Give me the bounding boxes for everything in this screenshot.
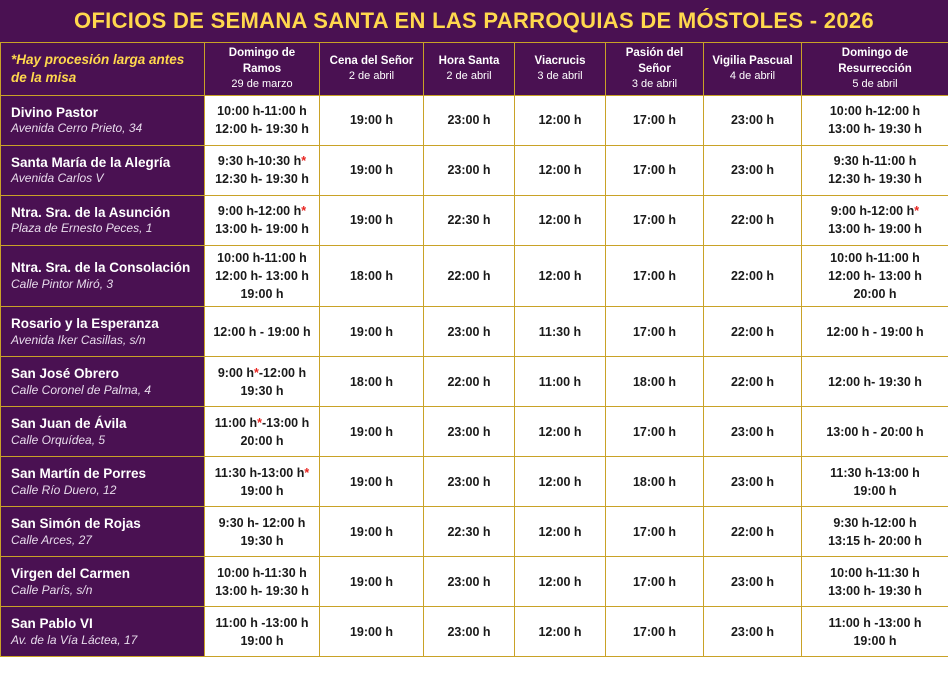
procession-asterisk: * <box>301 204 307 219</box>
time-cell <box>515 607 606 657</box>
time-cell <box>802 245 948 306</box>
parish-cell <box>1 145 205 195</box>
time-cell <box>205 245 320 306</box>
time-line: 13:00 h- 19:00 h <box>215 222 309 237</box>
parish-name: Divino Pastor <box>11 104 99 120</box>
time-line: 19:30 h <box>240 383 284 398</box>
time-line: 22:00 h <box>730 269 775 283</box>
time-line: 12:00 h <box>538 113 582 128</box>
parish-address: Calle Orquídea, 5 <box>11 432 106 447</box>
time-cell <box>704 145 802 195</box>
parish-name: Rosario y la Esperanza <box>11 316 159 332</box>
time-cell <box>606 195 704 245</box>
column-day-4: Pasión del Señor <box>625 47 684 75</box>
time-line: 17:00 h <box>632 213 677 228</box>
parish-cell <box>1 507 205 557</box>
time-line: 18:00 h <box>632 374 677 389</box>
time-line: 19:00 h <box>349 624 394 639</box>
time-line: 13:15 h- 20:00 h <box>828 533 922 548</box>
time-cell <box>515 357 606 407</box>
time-line: 12:00 h- 19:30 h <box>215 122 309 137</box>
time-line: 13:00 h - 20:00 h <box>826 424 924 439</box>
time-cell <box>320 95 424 145</box>
time-cell <box>424 95 515 145</box>
time-cell <box>704 457 802 507</box>
table-row <box>1 145 948 195</box>
parish-cell <box>1 307 205 357</box>
parish-name: San Simón de Rojas <box>11 516 141 532</box>
time-cell <box>802 195 948 245</box>
time-line: 12:00 h <box>538 624 582 639</box>
time-cell <box>515 557 606 607</box>
table-row <box>1 407 948 457</box>
time-line: 22:00 h <box>730 213 775 228</box>
time-line: 12:30 h- 19:30 h <box>215 172 309 187</box>
time-cell <box>515 245 606 306</box>
time-cell <box>606 407 704 457</box>
column-date-2: 2 de abril <box>446 70 492 83</box>
time-cell <box>515 457 606 507</box>
time-line: 12:00 h- 13:00 h <box>828 269 922 283</box>
time-line: 9:30 h-10:30 h* <box>217 154 307 169</box>
time-line: 23:00 h <box>447 163 491 178</box>
time-line: 19:00 h <box>349 163 394 178</box>
parish-cell <box>1 195 205 245</box>
time-cell <box>424 457 515 507</box>
time-cell <box>606 245 704 306</box>
time-line: 20:00 h <box>853 287 897 302</box>
time-line: 19:00 h <box>349 324 394 339</box>
parish-cell <box>1 607 205 657</box>
time-cell <box>205 307 320 357</box>
procession-asterisk: * <box>257 415 262 430</box>
time-cell <box>802 607 948 657</box>
time-cell <box>205 607 320 657</box>
time-line: 11:00 h <box>538 374 582 389</box>
time-cell <box>424 507 515 557</box>
parish-address: Calle Pintor Miró, 3 <box>11 277 114 292</box>
time-line: 23:00 h <box>730 113 775 128</box>
time-line: 18:00 h <box>349 374 394 389</box>
time-line: 23:00 h <box>447 324 491 339</box>
time-line: 22:00 h <box>730 374 775 389</box>
time-line: 12:00 h <box>538 269 582 283</box>
time-line: 10:00 h-11:00 h <box>217 250 307 265</box>
time-line: 12:30 h- 19:30 h <box>828 172 922 187</box>
time-cell <box>606 457 704 507</box>
time-line: 19:00 h <box>240 287 284 302</box>
time-line: 17:00 h <box>632 324 677 339</box>
time-line: 20:00 h <box>240 433 284 448</box>
time-cell <box>606 95 704 145</box>
table-body <box>1 95 948 656</box>
time-line: 11:30 h <box>538 324 582 339</box>
time-line: 17:00 h <box>632 624 677 639</box>
time-line: 17:00 h <box>632 424 677 439</box>
time-line: 23:00 h <box>730 574 775 589</box>
time-line: 13:00 h- 19:30 h <box>828 122 922 137</box>
parish-address: Calle Arces, 27 <box>11 532 92 547</box>
time-line: 17:00 h <box>632 113 677 128</box>
time-line: 10:00 h-11:30 h <box>830 565 920 580</box>
time-cell <box>424 145 515 195</box>
time-line: 12:00 h- 19:30 h <box>828 374 922 389</box>
time-cell <box>515 507 606 557</box>
time-cell <box>205 457 320 507</box>
column-date-4: 3 de abril <box>631 78 678 91</box>
parish-address: Avenida Iker Casillas, s/n <box>11 332 146 347</box>
parish-cell <box>1 95 205 145</box>
time-cell <box>320 607 424 657</box>
parish-address: Plaza de Ernesto Peces, 1 <box>11 221 153 236</box>
time-line: 12:00 h <box>538 574 582 589</box>
time-cell <box>424 357 515 407</box>
time-line: 23:00 h <box>730 624 775 639</box>
time-line: 19:30 h <box>240 533 284 548</box>
time-cell <box>320 245 424 306</box>
time-cell <box>802 507 948 557</box>
parish-name: Virgen del Carmen <box>11 566 131 582</box>
time-cell <box>704 407 802 457</box>
column-day-0: Domingo de Ramos <box>228 47 296 75</box>
column-header-6 <box>802 43 948 96</box>
time-line: 12:00 h <box>538 474 582 489</box>
time-cell <box>606 357 704 407</box>
time-line: 23:00 h <box>447 574 491 589</box>
table-row <box>1 307 948 357</box>
time-line: 23:00 h <box>447 474 491 489</box>
parish-cell <box>1 357 205 407</box>
parish-cell <box>1 457 205 507</box>
parish-name: San Juan de Ávila <box>11 416 127 432</box>
time-cell <box>704 507 802 557</box>
time-line: 17:00 h <box>632 524 677 539</box>
parish-address: Avenida Cerro Prieto, 34 <box>11 121 143 136</box>
time-cell <box>205 95 320 145</box>
parish-name: Santa María de la Alegría <box>11 154 171 170</box>
column-header-5 <box>704 43 802 96</box>
time-cell <box>205 195 320 245</box>
table-row <box>1 95 948 145</box>
time-line: 9:00 h-12:00 h* <box>830 204 920 219</box>
time-line: 23:00 h <box>730 474 775 489</box>
time-line: 19:00 h <box>349 424 394 439</box>
time-line: 18:00 h <box>632 474 677 489</box>
time-line: 12:00 h <box>538 424 582 439</box>
parish-name: San José Obrero <box>11 366 120 382</box>
time-line: 22:00 h <box>730 324 775 339</box>
time-cell <box>704 95 802 145</box>
column-date-1: 2 de abril <box>348 70 395 83</box>
time-line: 19:00 h <box>853 633 897 648</box>
time-line: 11:00 h -13:00 h <box>215 615 309 630</box>
column-day-6: Domingo de Resurrección <box>838 47 912 75</box>
holy-week-schedule-table <box>0 42 948 657</box>
time-line: 12:00 h <box>538 524 582 539</box>
parish-address: Calle París, s/n <box>11 582 93 597</box>
time-cell <box>320 195 424 245</box>
column-header-3 <box>515 43 606 96</box>
parish-address: Av. de la Vía Láctea, 17 <box>11 632 138 647</box>
time-line: 22:30 h <box>447 524 491 539</box>
time-line: 13:00 h- 19:30 h <box>215 583 309 598</box>
parish-cell <box>1 407 205 457</box>
time-line: 19:00 h <box>349 524 394 539</box>
time-line: 13:00 h- 19:00 h <box>828 222 922 237</box>
time-line: 23:00 h <box>730 163 775 178</box>
time-cell <box>704 245 802 306</box>
time-line: 17:00 h <box>632 269 677 283</box>
header-row <box>1 43 948 96</box>
time-line: 22:30 h <box>447 213 491 228</box>
column-header-0 <box>205 43 320 96</box>
page-title: OFICIOS DE SEMANA SANTA EN LAS PARROQUIAS DE MÓSTOLES - 2026 <box>74 8 874 33</box>
time-cell <box>320 145 424 195</box>
time-cell <box>424 607 515 657</box>
time-cell <box>205 145 320 195</box>
time-cell <box>205 507 320 557</box>
time-line: 11:30 h-13:00 h <box>830 465 920 480</box>
time-cell <box>515 407 606 457</box>
table-row <box>1 607 948 657</box>
time-line: 10:00 h-11:00 h <box>217 104 307 119</box>
parish-name: Ntra. Sra. de la Asunción <box>11 204 171 220</box>
column-day-2: Hora Santa <box>438 54 500 67</box>
time-cell <box>704 195 802 245</box>
time-line: 19:00 h <box>349 474 394 489</box>
time-cell <box>424 407 515 457</box>
parish-address: Calle Coronel de Palma, 4 <box>11 382 152 397</box>
time-line: 22:00 h <box>447 374 491 389</box>
time-line: 19:00 h <box>240 483 284 498</box>
time-cell <box>704 357 802 407</box>
time-line: 17:00 h <box>632 163 677 178</box>
time-line: 23:00 h <box>447 624 491 639</box>
table-header <box>1 43 948 96</box>
time-line: 19:00 h <box>349 113 394 128</box>
time-line: 22:00 h <box>730 524 775 539</box>
time-cell <box>802 557 948 607</box>
parish-cell <box>1 557 205 607</box>
time-line: 19:00 h <box>240 633 284 648</box>
time-line: 11:30 h-13:00 h* <box>214 465 310 480</box>
time-cell <box>704 307 802 357</box>
time-cell <box>515 145 606 195</box>
time-cell <box>205 557 320 607</box>
time-line: 9:00 h*-12:00 h <box>217 365 307 380</box>
procession-asterisk: * <box>304 465 310 480</box>
time-cell <box>606 307 704 357</box>
time-cell <box>802 407 948 457</box>
column-header-1 <box>320 43 424 96</box>
column-day-5: Vigilia Pascual <box>712 54 793 67</box>
time-line: 18:00 h <box>349 269 394 283</box>
time-line: 12:00 h <box>538 213 582 228</box>
procession-asterisk: * <box>301 154 307 169</box>
time-cell <box>802 95 948 145</box>
time-cell <box>515 95 606 145</box>
time-cell <box>802 307 948 357</box>
parish-address: Avenida Carlos V <box>11 171 104 186</box>
time-line: 10:00 h-11:30 h <box>217 565 307 580</box>
time-cell <box>424 557 515 607</box>
time-line: 12:00 h - 19:00 h <box>213 324 311 339</box>
time-cell <box>320 507 424 557</box>
column-day-1: Cena del Señor <box>329 54 414 67</box>
table-row <box>1 457 948 507</box>
time-line: 19:00 h <box>349 574 394 589</box>
time-line: 10:00 h-11:00 h <box>830 250 920 265</box>
column-day-3: Viacrucis <box>534 54 586 67</box>
time-cell <box>704 607 802 657</box>
column-header-2 <box>424 43 515 96</box>
column-header-4 <box>606 43 704 96</box>
time-cell <box>320 357 424 407</box>
time-cell <box>606 557 704 607</box>
procession-note: *Hay procesión larga antes de la misa <box>1 43 205 96</box>
time-line: 11:00 h -13:00 h <box>828 615 922 630</box>
time-cell <box>320 407 424 457</box>
time-line: 11:00 h*-13:00 h <box>214 415 310 430</box>
table-row <box>1 507 948 557</box>
time-cell <box>515 307 606 357</box>
time-cell <box>205 357 320 407</box>
parish-name: San Pablo VI <box>11 616 93 632</box>
time-cell <box>320 457 424 507</box>
time-cell <box>320 307 424 357</box>
time-cell <box>802 357 948 407</box>
column-date-6: 5 de abril <box>852 78 898 91</box>
time-line: 12:00 h- 13:00 h <box>215 269 309 283</box>
time-line: 17:00 h <box>632 574 677 589</box>
time-line: 9:30 h-12:00 h <box>833 515 917 530</box>
time-cell <box>424 307 515 357</box>
time-line: 23:00 h <box>730 424 775 439</box>
time-cell <box>424 195 515 245</box>
column-date-0: 29 de marzo <box>231 78 293 91</box>
time-cell <box>606 145 704 195</box>
time-line: 9:30 h- 12:00 h <box>218 515 306 530</box>
table-row <box>1 245 948 306</box>
parish-name: Ntra. Sra. de la Consolación <box>11 260 191 276</box>
time-line: 19:00 h <box>349 213 394 228</box>
time-cell <box>606 507 704 557</box>
time-cell <box>424 245 515 306</box>
table-row <box>1 557 948 607</box>
column-date-3: 3 de abril <box>537 70 583 83</box>
procession-asterisk: * <box>254 365 259 380</box>
time-line: 23:00 h <box>447 113 491 128</box>
time-line: 10:00 h-12:00 h <box>829 104 921 119</box>
poster-title-bar <box>0 0 948 42</box>
time-line: 22:00 h <box>447 269 491 283</box>
table-row <box>1 357 948 407</box>
time-cell <box>704 557 802 607</box>
table-row <box>1 195 948 245</box>
time-cell <box>606 607 704 657</box>
time-cell <box>802 457 948 507</box>
time-line: 9:00 h-12:00 h* <box>217 204 307 219</box>
time-cell <box>802 145 948 195</box>
parish-name: San Martín de Porres <box>11 466 147 482</box>
time-cell <box>205 407 320 457</box>
time-line: 19:00 h <box>853 483 897 498</box>
column-date-5: 4 de abril <box>729 70 776 83</box>
parish-address: Calle Río Duero, 12 <box>11 482 117 497</box>
time-line: 13:00 h- 19:30 h <box>828 583 922 598</box>
procession-asterisk: * <box>914 204 920 219</box>
time-line: 9:30 h-11:00 h <box>833 154 917 169</box>
time-cell <box>320 557 424 607</box>
time-line: 23:00 h <box>447 424 491 439</box>
time-line: 12:00 h <box>538 163 582 178</box>
time-cell <box>515 195 606 245</box>
time-line: 12:00 h - 19:00 h <box>826 324 924 339</box>
parish-cell <box>1 245 205 306</box>
